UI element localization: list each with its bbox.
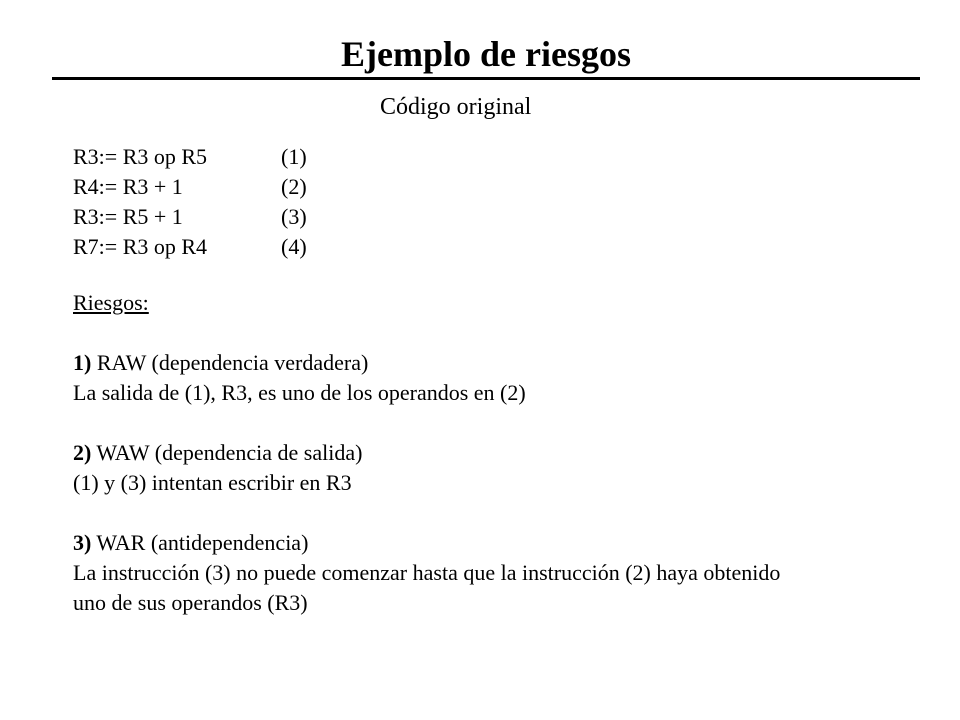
- hazards-heading: Riesgos:: [73, 290, 149, 315]
- code-number: (4): [281, 234, 307, 259]
- hazard-name: RAW (dependencia verdadera): [91, 350, 369, 375]
- hazard-description: La instrucción (3) no puede comenzar hasta que la instrucción (2) haya obtenido: [73, 560, 781, 585]
- code-statement: R4:= R3 + 1: [73, 174, 183, 199]
- code-number: (3): [281, 204, 307, 229]
- code-number: (1): [281, 144, 307, 169]
- title-underline: [52, 77, 920, 80]
- code-statement: R3:= R5 + 1: [73, 204, 183, 229]
- hazard-number: 1): [73, 350, 92, 375]
- hazard-title: [73, 528, 953, 558]
- hazard-number: 3): [73, 530, 92, 555]
- hazard-number: 2): [73, 440, 92, 465]
- code-line: [73, 232, 307, 262]
- code-statement: R3:= R3 op R5: [73, 144, 208, 169]
- slide-title: Ejemplo de riesgos: [341, 34, 631, 74]
- hazard-description: (1) y (3) intentan escribir en R3: [73, 470, 352, 495]
- hazard-item-raw: [73, 348, 953, 408]
- hazard-description: uno de sus operandos (R3): [73, 590, 308, 615]
- spacer: [73, 318, 953, 348]
- hazards-section: [73, 288, 953, 648]
- code-statement: R7:= R3 op R4: [73, 234, 208, 259]
- hazard-item-waw: [73, 438, 953, 498]
- code-line: [73, 142, 307, 172]
- code-number: (2): [281, 174, 307, 199]
- subtitle: Código original: [380, 94, 532, 120]
- hazard-description: La salida de (1), R3, es uno de los operandos en (2): [73, 380, 526, 405]
- hazard-name: WAW (dependencia de salida): [91, 440, 363, 465]
- code-block: [73, 142, 307, 262]
- hazard-name: WAR (antidependencia): [91, 530, 309, 555]
- code-line: [73, 172, 307, 202]
- hazard-item-war: [73, 528, 953, 618]
- hazard-title: [73, 438, 953, 468]
- code-line: [73, 202, 307, 232]
- hazard-title: [73, 348, 953, 378]
